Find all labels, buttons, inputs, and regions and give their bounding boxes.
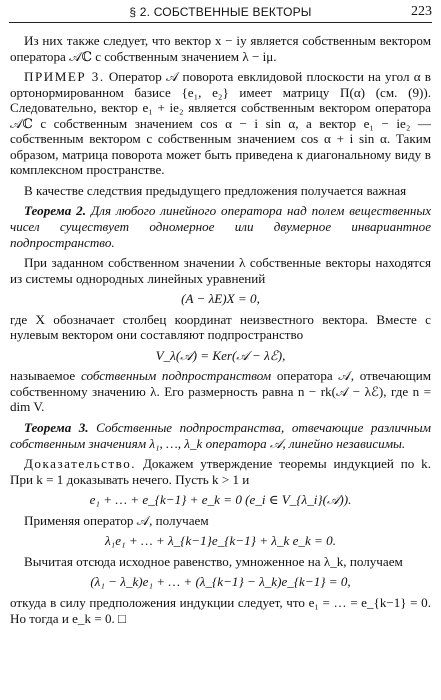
text-span: оператора 𝒜, отвечающим собственному значению λ. Его размерность равна n − rk(𝒜 − λℰ), где n = dim V. [10,368,432,415]
formula: (A − λE)X = 0, [181,291,260,307]
running-head: § 2. СОБСТВЕННЫЕ ВЕКТОРЫ [129,5,312,19]
theorem-3 [10,420,431,451]
theorem-statement: Для любого линейного оператора над полем вещественных чисел существует одномерное или двумерное инвариантное подпространство. [10,203,431,250]
paragraph: В качестве следствия предыдущего предложения получается важная [24,182,407,198]
page-body [10,33,431,626]
formula: V_λ(𝒜) = Ker(𝒜 − λℰ), [155,347,286,363]
paragraph [10,368,431,415]
example-text: Оператор 𝒜 поворота евклидовой плоскости на угол α в ортонормированном базисе {e₁, e₂} имеет матрицу Π(α) (см. (9)). Следовательно, вектор e₁ + ie₂ является собственным вектором оператора 𝒜ℂ с собственным значением cos α − i sin α, а вектор e₁ − ie₂ — собственным вектором с собственным значением cos α + i sin α. Таким образом, матрица поворота может быть приведена к диагональному виду в комплексном пространстве. [10,69,431,178]
paragraph: Вычитая отсюда исходное равенство, умноженное на λ_k, получаем [24,553,403,569]
proof-text: Докажем утверждение теоремы индукцией по k. При k = 1 доказывать нечего. Пусть k > 1 и [10,456,432,487]
proof-paragraph [10,456,431,487]
paragraph: откуда в силу предположения индукции следует, что e₁ = … = e_{k−1} = 0. Но тогда и e_k = 0. □ [10,594,431,626]
page-header [9,4,432,23]
paragraph: Из них также следует, что вектор x − iy является собственным вектором оператора 𝒜ℂ с собственным значением λ − iμ. [10,33,431,64]
text-span: называемое [10,368,76,384]
page-number: 223 [411,4,432,19]
paragraph: где X обозначает столбец координат неизвестного вектора. Вместе с нулевым вектором они составляют подпространство [10,311,431,343]
theorem-2 [10,203,431,250]
example-label: ПРИМЕР 3. [24,69,105,85]
formula: (λ₁ − λ_k)e₁ + … + (λ_{k−1} − λ_k)e_{k−1} = 0, [90,574,351,590]
proof-label: Доказательство. [24,456,137,472]
theorem-statement: Собственные подпространства, отвечающие различным собственным значениям λ₁, …, λ_k оператора 𝒜, линейно независимы. [10,420,432,451]
example-paragraph [10,69,431,178]
emphasis: собственным подпространством [80,368,272,384]
theorem-title: Теорема 2. [24,203,87,219]
paragraph: При заданном собственном значении λ собственные векторы находятся из системы однородных линейных уравнений [10,255,431,286]
theorem-title: Теорема 3. [24,420,89,436]
formula: e₁ + … + e_{k−1} + e_k = 0 (e_i ∈ V_{λ_i}(𝒜)). [89,492,352,508]
paragraph: Применяя оператор 𝒜, получаем [24,512,209,528]
formula: λ₁e₁ + … + λ_{k−1}e_{k−1} + λ_k e_k = 0. [105,533,336,549]
